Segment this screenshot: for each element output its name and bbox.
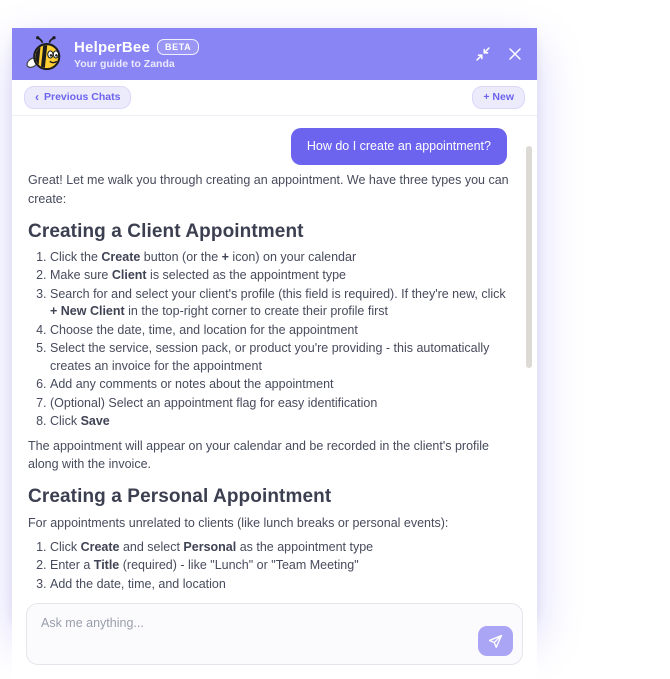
- send-button[interactable]: [478, 626, 513, 656]
- steps-list: [28, 249, 511, 431]
- chat-scrollbar[interactable]: [526, 128, 532, 589]
- previous-chats-label: Previous Chats: [44, 91, 121, 104]
- close-icon: [509, 48, 521, 60]
- step-item: 2. Make sure Client is selected as the appointment type: [50, 267, 511, 285]
- step-item: 1. Click the Create button (or the + icon) on your calendar: [50, 249, 511, 267]
- header-actions: [474, 45, 523, 63]
- section-heading: Creating a Personal Appointment: [28, 486, 332, 507]
- section-lead: For appointments unrelated to clients (like lunch breaks or personal events):: [28, 516, 449, 530]
- step-item: 3. Search for and select your client's profile (this field is required). If they're new, click + New Client in the top-right corner to create their profile first: [50, 286, 511, 321]
- message-input[interactable]: [27, 604, 522, 664]
- step-item: 8. Click Save: [50, 413, 511, 431]
- helperbee-chat-widget: [12, 28, 537, 625]
- composer: [12, 599, 537, 679]
- message-input-box[interactable]: [26, 603, 523, 665]
- widget-header: [12, 28, 537, 80]
- step-item: 7. (Optional) Select an appointment flag for easy identification: [50, 395, 511, 413]
- previous-chats-button[interactable]: [24, 86, 131, 109]
- step-item: 4. Choose the date, time, and location for the appointment: [50, 322, 511, 340]
- user-message-bubble: How do I create an appointment?: [291, 128, 507, 165]
- widget-title: HelperBee: [74, 38, 151, 56]
- header-text: [74, 39, 199, 70]
- new-chat-button[interactable]: [472, 86, 525, 109]
- user-message-row: [28, 128, 507, 165]
- step-item: 5. Select the service, session pack, or product you're providing - this automatically creates an invoice for the appointment: [50, 340, 511, 375]
- bee-icon: [26, 35, 64, 73]
- helperbee-bee-avatar: [26, 35, 64, 73]
- chat-area[interactable]: [12, 116, 537, 599]
- step-item: 3. Add the date, time, and location: [50, 576, 511, 594]
- section-outro: The appointment will appear on your calendar and be recorded in the client's profile along with the invoice.: [28, 438, 489, 472]
- section-heading: Creating a Client Appointment: [28, 220, 304, 242]
- chevron-left-icon: ‹: [35, 90, 39, 104]
- scrollbar-thumb[interactable]: [526, 146, 532, 368]
- new-chat-label: + New: [483, 91, 514, 104]
- collapse-arrows-icon: [476, 47, 490, 61]
- beta-badge: BETA: [157, 39, 199, 55]
- widget-subtitle: Your guide to Zanda: [74, 57, 175, 70]
- steps-list: [28, 539, 511, 594]
- assistant-message: [28, 171, 511, 593]
- assistant-intro: Great! Let me walk you through creating an appointment. We have three types you can create:: [28, 173, 509, 206]
- step-item: 1. Click Create and select Personal as the appointment type: [50, 539, 511, 557]
- minimize-button[interactable]: [474, 45, 492, 63]
- toolbar: [12, 80, 537, 116]
- paper-plane-icon: [487, 633, 504, 650]
- close-button[interactable]: [507, 46, 523, 62]
- step-item: 6. Add any comments or notes about the appointment: [50, 376, 511, 394]
- step-item: 2. Enter a Title (required) - like "Lunch" or "Team Meeting": [50, 557, 511, 575]
